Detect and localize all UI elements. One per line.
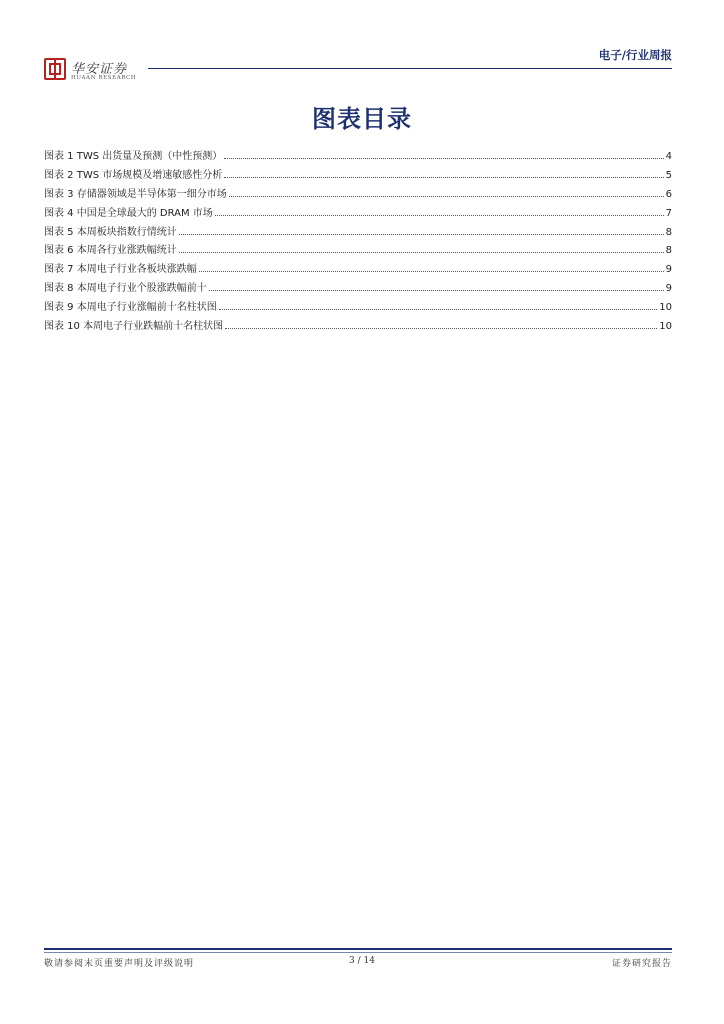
logo-english-name: HUAAN RESEARCH — [71, 75, 137, 81]
toc-entry-label: 图表 3 存储器领域是半导体第一细分市场 — [44, 188, 227, 200]
toc-dot-leader — [229, 195, 664, 197]
toc-entry-label: 图表 4 中国是全球最大的 DRAM 市场 — [44, 207, 213, 219]
toc-dot-leader — [179, 233, 664, 235]
header-divider — [148, 68, 672, 69]
toc-dot-leader — [209, 289, 664, 291]
toc-entry-label: 图表 1 TWS 出货量及预测（中性预测） — [44, 151, 223, 162]
toc-entry-page: 9 — [665, 264, 672, 276]
toc-entry-label: 图表 7 本周电子行业各板块涨跌幅 — [44, 264, 197, 276]
toc-entry[interactable] — [44, 279, 672, 298]
toc-entry[interactable] — [44, 185, 672, 204]
footer-document-type: 证券研究报告 — [611, 959, 672, 969]
report-section-label: 电子/行业周报 — [598, 48, 672, 62]
footer-divider — [44, 948, 672, 950]
toc-entry[interactable] — [44, 317, 672, 336]
logo-chinese-name: 华安证券 — [71, 62, 128, 77]
toc-entry-label: 图表 6 本周各行业涨跌幅统计 — [44, 245, 177, 257]
toc-dot-leader — [224, 176, 663, 178]
toc-dot-leader — [199, 270, 664, 272]
toc-dot-leader — [215, 214, 664, 216]
toc-entry[interactable] — [44, 147, 672, 166]
toc-dot-leader — [224, 157, 663, 159]
toc-entry[interactable] — [44, 298, 672, 317]
toc-entry-page: 4 — [665, 151, 672, 162]
footer-disclaimer: 敬请参阅末页重要声明及评级说明 — [44, 959, 195, 969]
toc-entry[interactable] — [44, 241, 672, 260]
toc-entry-label: 图表 5 本周板块指数行情统计 — [44, 226, 177, 238]
toc-dot-leader — [225, 327, 657, 329]
toc-entry[interactable] — [44, 223, 672, 242]
toc-entry-page: 9 — [665, 283, 672, 295]
toc-entry-label: 图表 9 本周电子行业涨幅前十名柱状图 — [44, 302, 217, 314]
toc-entry-page: 7 — [665, 207, 672, 219]
toc-entry[interactable] — [44, 260, 672, 279]
toc-list — [44, 147, 672, 336]
toc-entry-page: 5 — [665, 169, 672, 181]
toc-title: 图表目录 — [312, 105, 412, 133]
page-number: 3 / 14 — [349, 956, 375, 966]
toc-entry-page: 8 — [665, 226, 672, 238]
toc-dot-leader — [219, 308, 658, 310]
toc-entry-page: 10 — [659, 302, 672, 314]
footer-divider-thin — [44, 952, 672, 953]
toc-dot-leader — [179, 251, 664, 253]
toc-entry-page: 6 — [665, 188, 672, 200]
toc-entry-page: 10 — [659, 321, 672, 333]
toc-entry-label: 图表 8 本周电子行业个股涨跌幅前十 — [44, 283, 207, 295]
toc-entry-page: 8 — [665, 245, 672, 257]
toc-entry[interactable] — [44, 204, 672, 223]
logo-seal-icon — [44, 58, 66, 80]
toc-entry[interactable] — [44, 166, 672, 185]
toc-entry-label: 图表 2 TWS 市场规模及增速敏感性分析 — [44, 169, 223, 181]
huaan-securities-logo — [44, 58, 156, 84]
toc-entry-label: 图表 10 本周电子行业跌幅前十名柱状图 — [44, 321, 224, 333]
